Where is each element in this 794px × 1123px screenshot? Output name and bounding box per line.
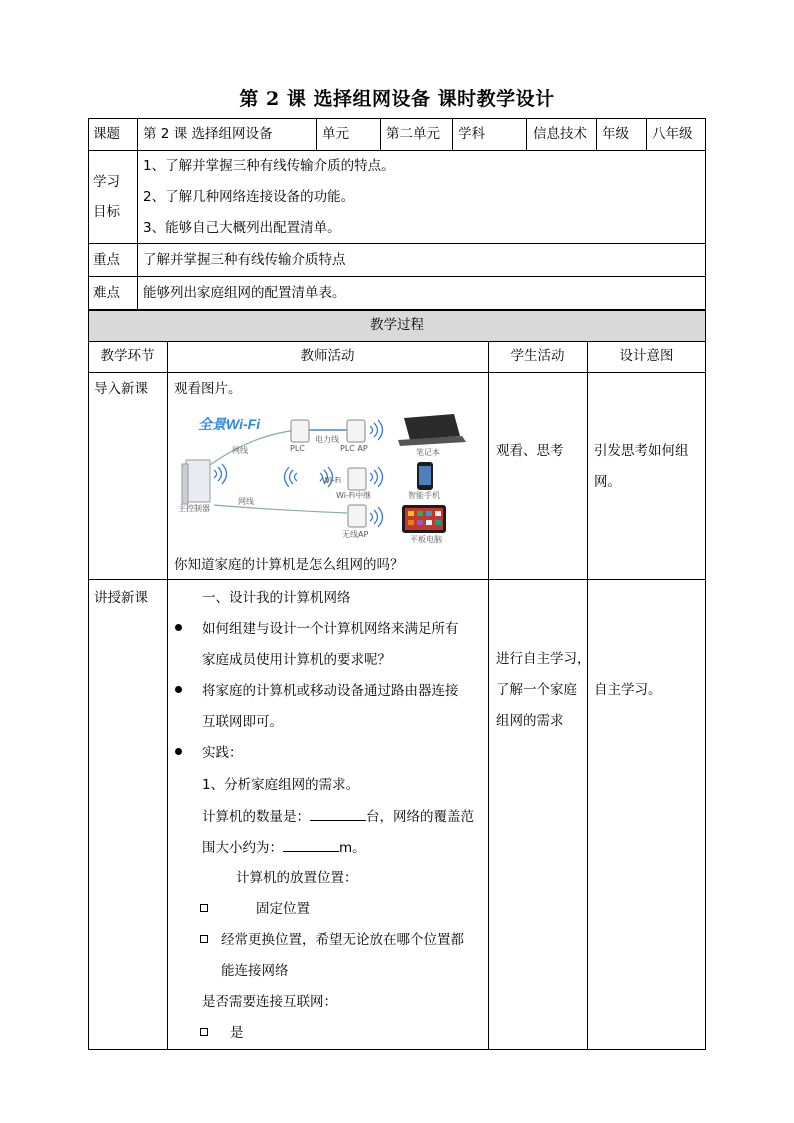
label-cable-1: 网线: [232, 446, 248, 455]
key-point-label: 重点: [93, 252, 120, 268]
checkbox-yes[interactable]: [200, 1028, 208, 1036]
count-blank[interactable]: [310, 806, 366, 821]
label-cable-2: 网线: [238, 497, 254, 506]
objective-item: 1、了解并掌握三种有线传输介质的特点。: [143, 158, 395, 174]
option-move: 经常更换位置，希望无论放在哪个位置都: [221, 932, 464, 948]
process-band-title: 教学过程: [370, 317, 424, 333]
bullet-text: 家庭成员使用计算机的要求呢？: [202, 652, 391, 668]
placement-question: 计算机的放置位置：: [236, 870, 358, 886]
range-line: [202, 837, 366, 858]
intro-teacher-line: 观看图片。: [174, 381, 242, 397]
lecture-student-line: 了解一个家庭: [496, 682, 577, 698]
difficulty-text: 能够列出家庭组网的配置清单表。: [143, 285, 346, 301]
objectives-label-1: 学习: [93, 174, 120, 190]
option-move-cont: 能连接网络: [221, 963, 289, 979]
label-laptop: 笔记本: [416, 448, 440, 457]
intro-intent-line: 网。: [594, 474, 621, 490]
unit-label: 单元: [322, 126, 349, 142]
lecture-student-line: 进行自主学习，: [496, 651, 591, 667]
label-phone: 智能手机: [408, 491, 440, 500]
topic-label: 课题: [93, 126, 120, 142]
intro-stage: 导入新课: [94, 381, 148, 397]
lecture-intent: 自主学习。: [594, 682, 662, 698]
label-plc-ap: PLC AP: [340, 444, 368, 453]
subject-value: 信息技术: [533, 126, 587, 142]
bullet-dot: [175, 686, 182, 693]
header-stage: 教学环节: [100, 348, 155, 364]
bullet-dot: [175, 624, 182, 631]
intro-intent-line: 引发思考如何组: [594, 443, 689, 459]
grade-value: 八年级: [652, 126, 693, 142]
label-controller: 主控制器: [178, 504, 210, 513]
objectives-label-2: 目标: [93, 204, 120, 220]
topic-value: 第 2 课 选择组网设备: [143, 126, 273, 142]
label-plc: PLC: [290, 444, 305, 453]
option-yes: 是: [230, 1025, 244, 1041]
objective-item: 3、能够自己大概列出配置清单。: [143, 220, 341, 236]
unit-value: 第二单元: [386, 126, 440, 142]
range-suffix: m。: [339, 840, 366, 856]
label-power-line: 电力线: [315, 435, 339, 444]
intro-student: 观看、思考: [496, 443, 564, 459]
lecture-stage: 讲授新课: [94, 590, 148, 606]
header-intent: 设计意图: [619, 348, 674, 364]
bullet-text: 如何组建与设计一个计算机网络来满足所有: [202, 621, 459, 637]
internet-question: 是否需要连接互联网：: [202, 994, 337, 1010]
key-point-text: 了解并掌握三种有线传输介质特点: [143, 252, 346, 268]
bullet-text: 实践：: [202, 745, 243, 761]
subject-label: 学科: [458, 126, 485, 142]
count-prefix: 计算机的数量是：: [202, 809, 310, 825]
objective-item: 2、了解几种网络连接设备的功能。: [143, 189, 355, 205]
checkbox-fixed[interactable]: [200, 904, 208, 912]
intro-teacher-question: 你知道家庭的计算机是怎么组网的吗？: [174, 557, 404, 573]
computer-count-line: [202, 806, 474, 827]
bullet-text: 互联网即可。: [202, 714, 283, 730]
bullet-dot: [175, 748, 182, 755]
step-1: 1、分析家庭组网的需求。: [202, 777, 360, 793]
range-blank[interactable]: [283, 837, 339, 852]
header-student: 学生活动: [510, 348, 565, 364]
option-fixed: 固定位置: [256, 901, 310, 917]
info-table: [88, 118, 706, 310]
count-suffix: 台，网络的覆盖范: [366, 809, 474, 825]
lecture-student-line: 组网的需求: [496, 713, 564, 729]
range-prefix: 围大小约为：: [202, 840, 283, 856]
checkbox-move[interactable]: [200, 935, 208, 943]
label-tablet: 平板电脑: [410, 535, 442, 544]
difficulty-label: 难点: [93, 285, 120, 301]
label-wifi-repeater: Wi-Fi中继: [336, 491, 372, 500]
wifi-brand-logo: 全景Wi-Fi: [198, 416, 261, 432]
header-teacher: 教师活动: [300, 348, 355, 364]
lecture-heading: 一、设计我的计算机网络: [202, 590, 351, 606]
bullet-text: 将家庭的计算机或移动设备通过路由器连接: [202, 683, 459, 699]
grade-label: 年级: [602, 126, 629, 142]
network-figure: [172, 410, 468, 545]
page-title: 第 2 课 选择组网设备 课时教学设计: [239, 88, 555, 110]
label-wifi: Wi-Fi: [322, 476, 342, 485]
label-wireless-ap: 无线AP: [342, 530, 369, 539]
